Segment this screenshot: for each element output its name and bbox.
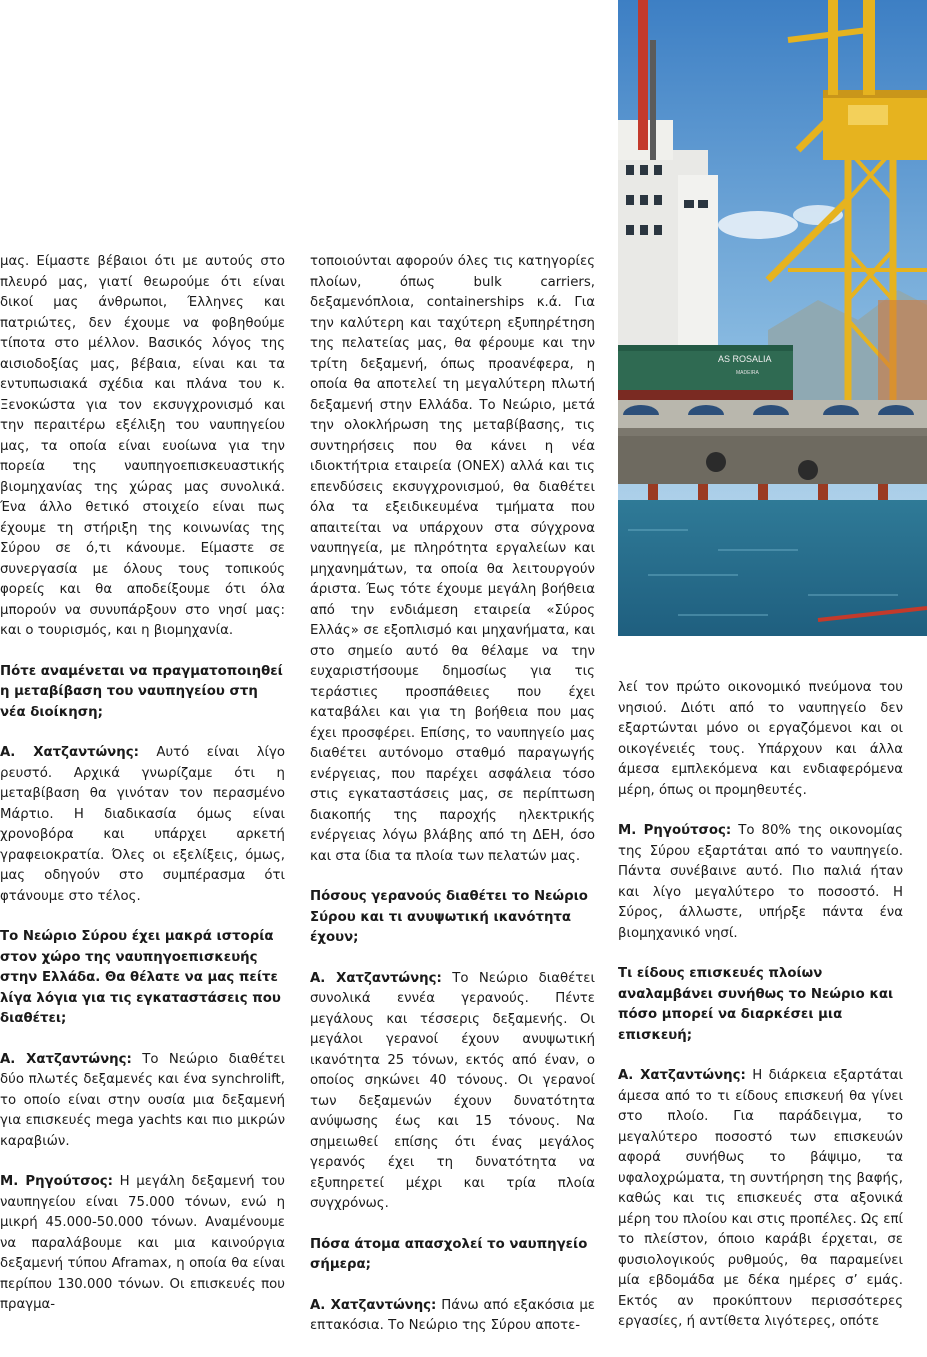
article-column-2: [310, 252, 595, 1357]
answer-paragraph: [618, 1066, 903, 1333]
answer-paragraph: [310, 1296, 595, 1337]
answer-text: Αυτό είναι λίγο ρευστό. Αρχικά γνωρίζαμε ότι η μεταβίβαση θα γινόταν τον περασμένο Μάρτιο. Η διαδικασία όμως είναι χρονοβόρα και υπάρχει αρκετή γραφειοκρατία. Όλες οι εξελίξεις, όμως, μας οδηγούν στο συμπέρασμα ότι φτάνουμε στο τέλος.: [0, 745, 285, 904]
answer-paragraph: [0, 1050, 285, 1153]
interview-question: Πότε αναμένεται να πραγματοποιηθεί η μεταβίβαση του ναυπηγείου στη νέα διοίκηση;: [0, 663, 283, 720]
ship-name-text: AS ROSALIA: [718, 354, 772, 364]
answer-paragraph: [0, 1172, 285, 1316]
article-column-1: [0, 252, 285, 1336]
interview-question: Τι είδους επισκευές πλοίων αναλαμβάνει συνήθως το Νεώριο και πόσο μπορεί να διαρκέσει μια επισκευή;: [618, 966, 894, 1043]
speaker-name: Α. Χατζαντώνης:: [310, 1297, 437, 1313]
answer-paragraph: [618, 821, 903, 944]
interview-question: Πόσους γερανούς διαθέτει το Νεώριο Σύρου και τι ανυψωτική ικανότητα έχουν;: [310, 889, 588, 945]
interview-question: Το Νεώριο Σύρου έχει μακρά ιστορία στον χώρο της ναυπηγοεπισκευής στην Ελλάδα. Θα θέλατε να μας πείτε λίγα λόγια για τις εγκαταστάσεις που διαθέτει;: [0, 929, 281, 1026]
shipyard-photo: [618, 0, 927, 636]
ship-port-text: MADEIRA: [736, 370, 759, 376]
answer-text: Το 80% της οικονομίας της Σύρου εξαρτάται από το ναυπηγείο. Πάντα συνέβαινε αυτό. Πιο παλιά ήταν και λίγο μεγαλύτερο το ποσοστό. Η Σύρος, άλλωστε, υπήρξε πάντα ένα βιομηχανικό νησί.: [618, 823, 903, 941]
answer-text: Το Νεώριο διαθέτει συνολικά εννέα γερανούς. Πέντε μεγάλους και τέσσερις δεξαμενής. Οι μεγάλοι γερανοί έχουν ανυψωτική ικανότητα 25 τόνων, εκτός από έναν, ο οποίος σηκώνει 40 τόνους. Οι γερανοί των δεξαμενών έχουν δυνατότητα ανύψωσης έως και 15 τόνους. Να σημειωθεί επίσης ότι ένας μεγάλος γερανός έχει τη δυνατότητα να εξυπηρετεί μέχρι και τρία πλοία συγχρόνως.: [310, 970, 595, 1211]
speaker-name: Α. Χατζαντώνης:: [0, 745, 139, 760]
article-column-3: [618, 678, 903, 1353]
answer-paragraph: [0, 743, 285, 907]
answer-text: Πάνω από εξακόσια με επτακόσια. Το Νεώριο της Σύρου αποτε-: [310, 1297, 595, 1333]
paragraph: τοποιούνται αφορούν όλες τις κατηγορίες πλοίων, όπως bulk carriers, δεξαμενόπλοια, containerships κ.ά. Για την καλύτερη και ταχύτερη εξυπηρέτηση της πελατείας μας, θα φέρουμε και την τρίτη δεξαμενή, όπως προανέφερα, η οποία θα αποτελεί τη μεγαλύτερη πλωτή δεξαμενή στην Ελλάδα. Το Νεώριο, μετά την ολοκλήρωση της μεταβίβασης, τις συντηρήσεις που θα κάνει η νέα ιδιοκτήτρια εταιρεία (ONEX) αλλά και τις επενδύσεις εκσυγχρονισμού, θα διαθέτει όλα τα εξειδικευμένα τμήματα που απαιτείται να υπάρχουν στα σύγχρονα ναυπηγεία, με πληρότητα εργαλείων και μηχανημάτων, τα οποία θα λειτουργούν άριστα. Έως τότε έχουμε μεγάλη βοήθεια από την ενδιάμεση εταιρεία «Σύρος Ελλάς» σε εξοπλισμό και μηχανήματα, και στο σημείο αυτό θα θέλαμε να την ευχαριστήσουμε δημοσίως για τις τεράστιες προσπάθειες που έχει καταβάλει και για τη βοήθεια που μας έχει προσφέρει. Επίσης, το ναυπηγείο μας διαθέτει αυτόνομο σταθμό παραγωγής ενέργειας, που παρέχει ασφάλεια τόσο στις εγκαταστάσεις μας, σε περίπτωση διακοπής της παροχής ηλεκτρικής ενέργειας λόγω βλάβης από τη ΔΕΗ, όσο και στα ίδια τα πλοία των πελατών μας.: [310, 254, 595, 864]
answer-text: Η διάρκεια εξαρτάται άμεσα από το τι είδους επισκευή θα γίνει στο πλοίο. Για παράδειγμα, το μεγαλύτερο ποσοστό των επισκευών αφορά συνήθως το βάψιμο, τα υφαλοχρώματα, τη συντήρηση της βαφής, καθώς και τις επισκευές στα αξονικά μέρη του πλοίου και στις προπέλες. Ως επί το πλείστον, όποιο καράβι έρχεται, σε φυσιολογικούς ρυθμούς, θα παραμείνει μία εβδομάδα με δέκα ημέρες σ’ εμάς. Εκτός αν προκύπτουν περισσότερες εργασίες, ή αντίθετα λιγότερες, οπότε: [618, 1068, 903, 1329]
speaker-name: Α. Χατζαντώνης:: [0, 1051, 132, 1067]
speaker-name: Μ. Ρηγούτσος:: [0, 1174, 113, 1189]
paragraph: λεί τον πρώτο οικονομικό πνεύμονα του νησιού. Διότι από το ναυπηγείο δεν εξαρτώνται μόνο οι εργαζόμενοι και οι οικογένειές τους. Υπάρχουν και άλλα άμεσα εμπλεκόμενα και ενδιαφερόμενα μέρη, όπως οι προμηθευτές.: [618, 680, 903, 798]
answer-text: Η μεγάλη δεξαμενή του ναυπηγείου είναι 75.000 τόνων, ενώ η μικρή 45.000-50.000 τόνων. Αναμένουμε να παραλάβουμε και μια καινούργια δεξαμενή τύπου Aframax, η οποία θα είναι περίπου 130.000 τόνων. Οι επισκευές που πραγμα-: [0, 1174, 285, 1312]
answer-text: Το Νεώριο διαθέτει δύο πλωτές δεξαμενές και ένα synchrolift, το οποίο είναι στην ουσία μια δεξαμενή για επισκευές mega yachts και πιο μικρών καραβιών.: [0, 1051, 285, 1149]
speaker-name: Α. Χατζαντώνης:: [618, 1068, 746, 1083]
speaker-name: Α. Χατζαντώνης:: [310, 970, 442, 986]
paragraph: μας. Είμαστε βέβαιοι ότι με αυτούς στο πλευρό μας, γιατί θεωρούμε ότι είναι δικοί μας άνθρωποι, Έλληνες και πατριώτες, δεν έχουμε να φοβηθούμε τίποτα στο μέλλον. Βασικός λόγος της αισιοδοξίας μας, βέβαια, είναι και τα εντυπωσιακά σχέδια και πλάνα του κ. Ξενοκώστα για τον εκσυγχρονισμό και την περαιτέρω εξέλιξη του ναυπηγείου μας, τα οποία είναι ευοίωνα για την πορεία της ναυπηγοεπισκευαστικής βιομηχανίας της χώρας μας συνολικά. Ένα άλλο θετικό στοιχείο είναι πως έχουμε τη στήριξη της κοινωνίας της Σύρου σε ό,τι κάνουμε. Είμαστε σε συνεργασία με όλους τους τοπικούς φορείς και θα αποδείξουμε ότι όλα μπορούν να συνυπάρξουν στο νησί μας: και ο τουρισμός, και η βιομηχανία.: [0, 254, 285, 638]
interview-question: Πόσα άτομα απασχολεί το ναυπηγείο σήμερα;: [310, 1236, 588, 1272]
answer-paragraph: [310, 969, 595, 1215]
speaker-name: Μ. Ρηγούτσος:: [618, 823, 732, 838]
